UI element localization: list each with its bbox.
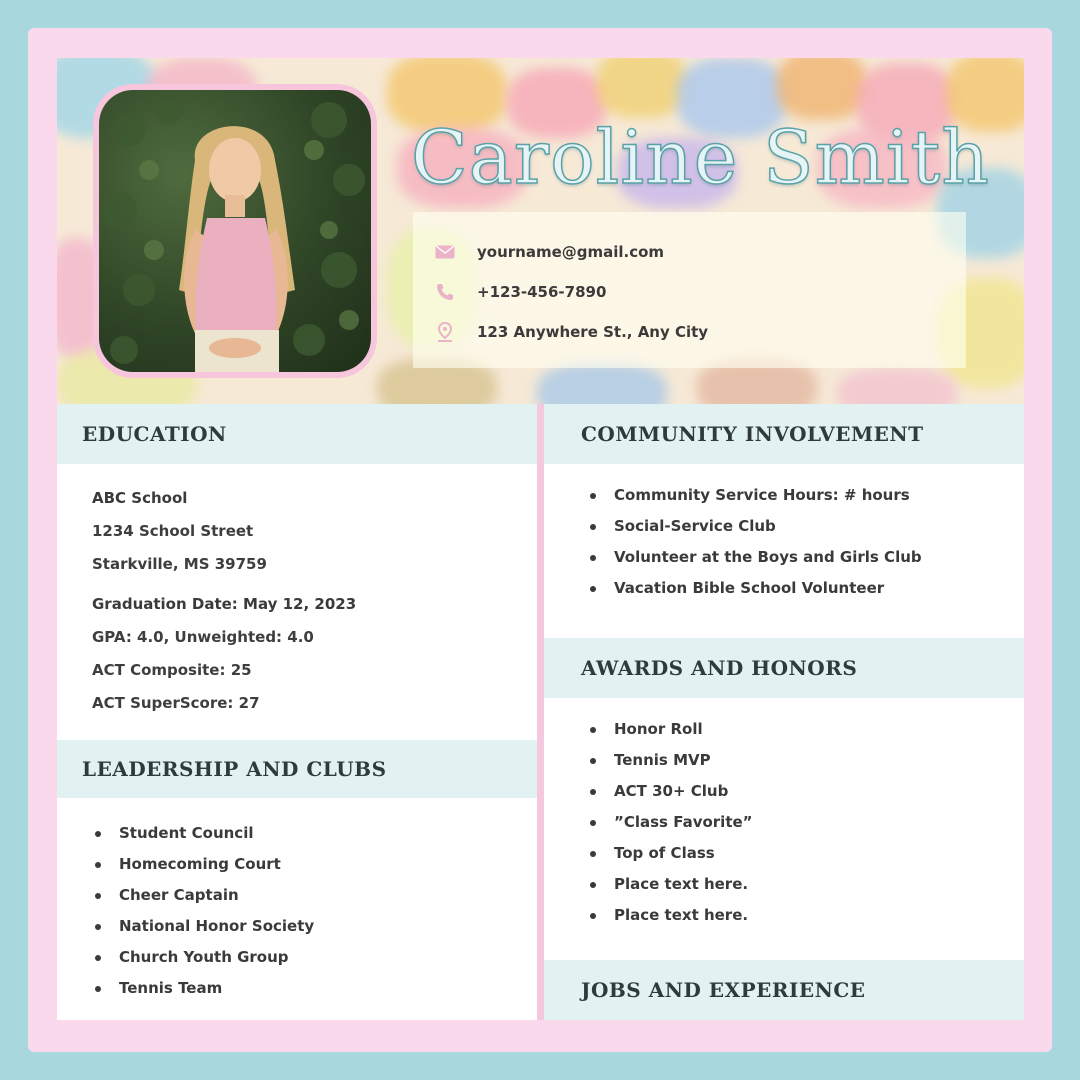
list-item: Vacation Bible School Volunteer bbox=[586, 573, 922, 604]
list-item: Tennis Team bbox=[91, 973, 314, 1004]
list-item: ACT 30+ Club bbox=[586, 776, 753, 807]
phone-icon bbox=[435, 282, 455, 302]
location-pin-icon bbox=[435, 322, 455, 342]
contact-address: 123 Anywhere St., Any City bbox=[477, 323, 709, 341]
contact-email-row bbox=[435, 232, 966, 272]
school-street: 1234 School Street bbox=[92, 522, 254, 540]
community-heading: COMMUNITY INVOLVEMENT bbox=[544, 404, 1024, 464]
list-item: Volunteer at the Boys and Girls Club bbox=[586, 542, 922, 573]
community-list bbox=[586, 480, 922, 604]
list-item: Cheer Captain bbox=[91, 880, 314, 911]
leadership-heading: LEADERSHIP AND CLUBS bbox=[57, 740, 537, 798]
list-item: Community Service Hours: # hours bbox=[586, 480, 922, 511]
act-composite: ACT Composite: 25 bbox=[92, 661, 252, 679]
left-column bbox=[57, 404, 537, 1020]
list-item: Place text here. bbox=[586, 900, 753, 931]
act-superscore: ACT SuperScore: 27 bbox=[92, 694, 260, 712]
school-name: ABC School bbox=[92, 489, 188, 507]
list-item: Tennis MVP bbox=[586, 745, 753, 776]
contact-address-row bbox=[435, 312, 966, 352]
awards-heading: AWARDS AND HONORS bbox=[544, 638, 1024, 698]
contact-email[interactable]: yourname@gmail.com bbox=[477, 243, 665, 261]
contact-phone[interactable]: +123-456-7890 bbox=[477, 283, 607, 301]
awards-list bbox=[586, 714, 753, 931]
school-city: Starkville, MS 39759 bbox=[92, 555, 267, 573]
list-item: Top of Class bbox=[586, 838, 753, 869]
contact-phone-row bbox=[435, 272, 966, 312]
list-item: ”Class Favorite” bbox=[586, 807, 753, 838]
list-item: Church Youth Group bbox=[91, 942, 314, 973]
list-item: Social-Service Club bbox=[586, 511, 922, 542]
right-column bbox=[544, 404, 1024, 1020]
jobs-heading: JOBS AND EXPERIENCE bbox=[544, 960, 1024, 1020]
list-item: Honor Roll bbox=[586, 714, 753, 745]
education-section bbox=[92, 482, 512, 720]
profile-photo-frame bbox=[93, 84, 377, 378]
gpa: GPA: 4.0, Unweighted: 4.0 bbox=[92, 628, 314, 646]
leadership-list bbox=[91, 818, 314, 1004]
resume-sheet bbox=[57, 58, 1024, 1020]
profile-photo bbox=[99, 90, 371, 372]
contact-box bbox=[413, 212, 966, 368]
header-banner bbox=[57, 58, 1024, 404]
candidate-name: Caroline Smith bbox=[411, 115, 990, 201]
list-item: Homecoming Court bbox=[91, 849, 314, 880]
list-item: Place text here. bbox=[586, 869, 753, 900]
list-item: Student Council bbox=[91, 818, 314, 849]
graduation-date: Graduation Date: May 12, 2023 bbox=[92, 595, 357, 613]
education-heading: EDUCATION bbox=[57, 404, 537, 464]
mail-icon bbox=[435, 242, 455, 262]
list-item: National Honor Society bbox=[91, 911, 314, 942]
